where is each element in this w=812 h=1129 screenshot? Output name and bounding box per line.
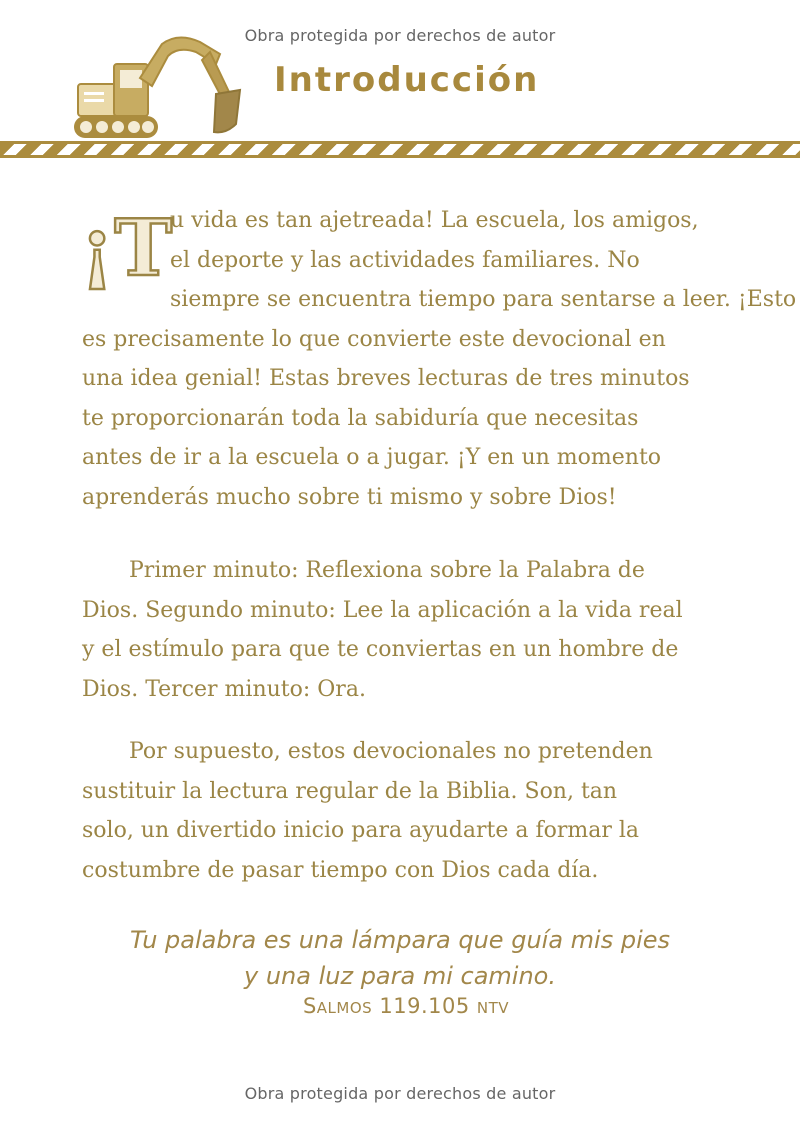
bible-paragraph xyxy=(82,732,732,890)
intro-line: aprenderás mucho sobre ti mismo y sobre Dios! xyxy=(82,484,617,510)
verse-reference: Salmos 119.105 ntv xyxy=(302,994,510,1018)
intro-paragraph xyxy=(80,201,797,517)
verse-line: Tu palabra es una lámpara que guía mis pies xyxy=(129,926,671,954)
svg-text:¡T: ¡T xyxy=(80,203,173,294)
intro-line: una idea genial! Estas breves lecturas de tres minutos xyxy=(82,366,690,391)
intro-line: es precisamente lo que convierte este devocional en xyxy=(82,326,666,352)
bible-line: Por supuesto, estos devocionales no pretenden xyxy=(129,739,653,764)
scripture-verse xyxy=(0,922,800,994)
intro-line: te proporcionarán toda la sabiduría que necesitas xyxy=(82,405,639,431)
minutes-line: y el estímulo para que te conviertas en un hombre de xyxy=(82,637,679,662)
intro-line: el deporte y las actividades familiares. No xyxy=(170,247,640,273)
drop-cap-letters xyxy=(78,203,173,294)
minutes-line: Primer minuto: Reflexiona sobre la Palabra de xyxy=(129,558,645,583)
minutes-line: Dios. Tercer minuto: Ora. xyxy=(82,676,366,702)
intro-line: siempre se encuentra tiempo para sentarse a leer. ¡Esto xyxy=(170,287,797,312)
chapter-title: Introducción xyxy=(274,60,540,100)
watermark-bottom: Obra protegida por derechos de autor xyxy=(244,1084,556,1103)
bible-line: costumbre de pasar tiempo con Dios cada día. xyxy=(82,857,599,883)
intro-line: u vida es tan ajetreada! La escuela, los amigos, xyxy=(170,208,699,233)
minutes-line: Dios. Segundo minuto: Lee la aplicación a la vida real xyxy=(82,597,683,623)
hazard-stripe-divider xyxy=(0,141,800,158)
excavator-icon xyxy=(70,34,245,144)
verse-line: y una luz para mi camino. xyxy=(244,962,556,990)
watermark-top: Obra protegida por derechos de autor xyxy=(244,26,556,45)
minutes-paragraph xyxy=(82,551,732,709)
bible-line: sustituir la lectura regular de la Biblia. Son, tan xyxy=(82,778,618,804)
intro-line: antes de ir a la escuela o a jugar. ¡Y en un momento xyxy=(82,445,662,470)
bible-line: solo, un divertido inicio para ayudarte a formar la xyxy=(82,818,640,843)
